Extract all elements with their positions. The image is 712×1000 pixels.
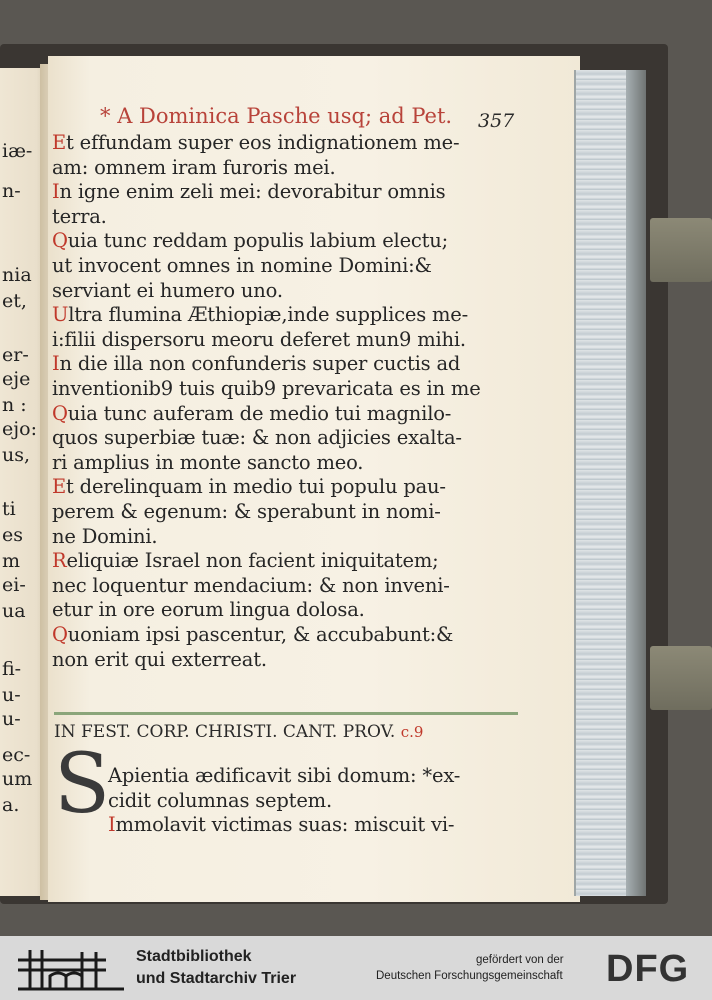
left-page-fragment: us, bbox=[2, 444, 31, 466]
left-page-fragment: ti bbox=[2, 498, 16, 520]
rubric-initial: E bbox=[52, 475, 67, 499]
running-head-text: A Dominica Pasche usq; ad Pet. bbox=[117, 104, 453, 128]
chapter-mark: c.9 bbox=[400, 723, 424, 741]
left-page-fragment: n- bbox=[2, 180, 21, 202]
rubric-initial: I bbox=[108, 813, 116, 837]
verse-line: terra. bbox=[52, 204, 107, 228]
verse-line: ne Domini. bbox=[52, 524, 158, 548]
section-text-rest: mmolavit victimas suas: miscuit vi- bbox=[115, 813, 455, 837]
page-edges-shadow bbox=[626, 70, 646, 896]
verse-text: uia tunc auferam de medio tui magnilo- bbox=[67, 401, 452, 425]
verse-line: am: omnem iram furoris mei. bbox=[52, 155, 336, 179]
rubric-initial: Q bbox=[52, 401, 68, 425]
verse-text: eliquiæ Israel non facient iniquitatem; bbox=[66, 549, 439, 573]
rubric-initial: E bbox=[52, 131, 67, 154]
section-heading-text: IN FEST. CORP. CHRISTI. CANT. PROV. bbox=[54, 722, 396, 742]
rubric-initial: R bbox=[52, 549, 67, 573]
verse-line bbox=[52, 229, 448, 252]
verse-line: nec loquentur mendacium: & non inveni- bbox=[52, 573, 450, 597]
book-clasp-lower bbox=[650, 646, 712, 710]
verse-line bbox=[52, 131, 459, 154]
section-line: cidit columnas septem. bbox=[108, 788, 332, 812]
book-clasp-upper bbox=[650, 218, 712, 282]
left-page-fragment: fi- bbox=[2, 658, 22, 680]
left-page-fragment: nia bbox=[2, 264, 32, 286]
dfg-logo: DFG bbox=[606, 948, 690, 990]
rubric-initial: I bbox=[52, 352, 60, 376]
verse-line bbox=[52, 549, 439, 572]
left-page-fragment: m bbox=[2, 550, 21, 572]
verse-line: ut invocent omnes in nomine Domini:& bbox=[52, 254, 432, 277]
verse-line bbox=[52, 623, 453, 646]
left-page-fragment: ejo: bbox=[2, 418, 37, 440]
library-name-line1: Stadtbibliothek bbox=[136, 948, 252, 965]
left-page-fragment: ei- bbox=[2, 574, 26, 596]
verse-line: etur in ore eorum lingua dolosa. bbox=[52, 598, 365, 622]
verse-line bbox=[52, 475, 446, 498]
section-line: Apientia ædificavit sibi domum: *ex- bbox=[108, 764, 461, 787]
verse-line: quos superbiæ tuæ: & non adjicies exalta- bbox=[52, 426, 462, 450]
verse-line bbox=[52, 352, 460, 375]
drop-cap: S bbox=[54, 737, 111, 832]
verse-line: i:filii dispersoru meoru deferet mun9 mihi. bbox=[52, 327, 466, 351]
funding-line2: Deutschen Forschungsgemeinschaft bbox=[376, 970, 563, 982]
section-line bbox=[108, 813, 454, 836]
rubric-initial: U bbox=[52, 303, 69, 327]
left-page-fragment: ua bbox=[2, 600, 26, 622]
rubric-initial: I bbox=[52, 180, 60, 204]
left-page-fragment: um bbox=[2, 768, 33, 790]
verse-text: uoniam ipsi pascentur, & accubabunt:& bbox=[67, 623, 454, 646]
verse-line bbox=[52, 180, 445, 203]
verse-line: ri amplius in monte sancto meo. bbox=[52, 450, 364, 474]
verse-text: t derelinquam in medio tui populu pau- bbox=[66, 475, 446, 499]
left-page-fragment: et, bbox=[2, 290, 27, 312]
left-page-fragment: iæ- bbox=[2, 140, 33, 162]
left-page-fragment: n : bbox=[2, 394, 27, 416]
verse-line: serviant ei humero uno. bbox=[52, 278, 283, 302]
left-page-fragment: es bbox=[2, 524, 23, 546]
running-head-mark: * bbox=[100, 104, 111, 128]
verse-line: non erit qui exterreat. bbox=[52, 647, 267, 671]
left-page-fragment: a. bbox=[2, 794, 20, 816]
left-page-fragment: er- bbox=[2, 344, 29, 366]
left-page-fragment: u- bbox=[2, 684, 21, 706]
page-number: 357 bbox=[478, 110, 515, 132]
verse-line: inventionib9 tuis quib9 prevaricata es in me bbox=[52, 377, 481, 400]
verse-line bbox=[52, 303, 468, 326]
library-name-line2: und Stadtarchiv Trier bbox=[136, 970, 297, 987]
rubric-initial: Q bbox=[52, 229, 68, 253]
running-head bbox=[100, 104, 452, 128]
funding-line1: gefördert von der bbox=[476, 954, 564, 966]
verse-text: n igne enim zeli mei: devorabitur omnis bbox=[59, 180, 446, 204]
rubric-initial: Q bbox=[52, 623, 68, 646]
verse-text: n die illa non confunderis super cuctis ad bbox=[59, 352, 461, 376]
verse-text: t effundam super eos indignationem me- bbox=[66, 131, 460, 154]
verse-text: ltra flumina Æthiopiæ,inde supplices me- bbox=[68, 303, 469, 327]
left-page-fragment: u- bbox=[2, 708, 21, 730]
verse-line bbox=[52, 402, 451, 425]
library-logo-icon bbox=[16, 946, 126, 992]
verse-text: uia tunc reddam populis labium electu; bbox=[67, 229, 449, 253]
verse-line: perem & egenum: & sperabunt in nomi- bbox=[52, 500, 441, 523]
section-rule bbox=[54, 712, 518, 715]
left-page-fragment: ec- bbox=[2, 744, 31, 766]
left-page-fragment: eje bbox=[2, 368, 31, 390]
